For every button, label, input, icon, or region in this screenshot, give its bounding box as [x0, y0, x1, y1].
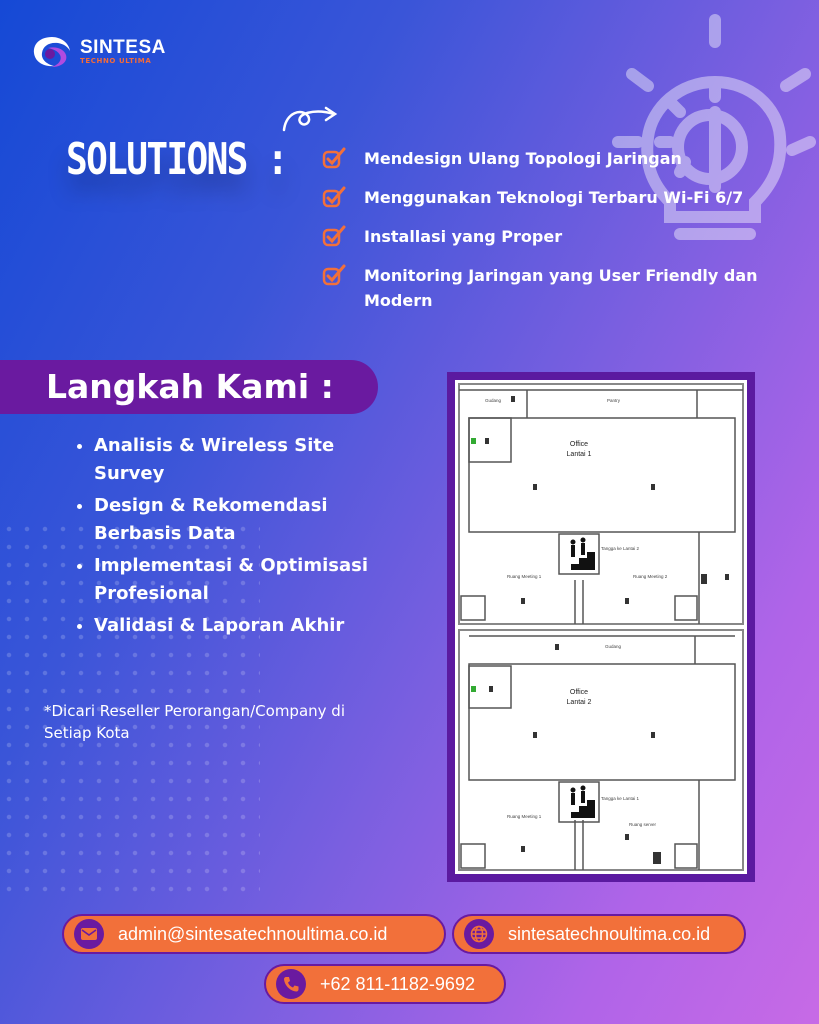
solution-text: Installasi yang Proper: [364, 227, 563, 246]
label-office-1: Office: [569, 441, 589, 448]
label-stairs-2: Tangga ke Lantai 1: [601, 796, 640, 801]
reseller-note: *Dicari Reseller Perorangan/Company di Setiap Kota: [44, 702, 345, 742]
solutions-list: [322, 146, 792, 327]
solution-text: Monitoring Jaringan yang User Friendly dan Modern: [364, 266, 758, 310]
globe-icon: [464, 919, 494, 949]
phone-pill[interactable]: [264, 964, 506, 1004]
brand-name: SINTESA: [80, 37, 166, 58]
langkah-item: • Validasi & Laporan Akhir: [94, 612, 394, 640]
email-text[interactable]: admin@sintesatechnoultima.co.id: [118, 923, 388, 944]
solution-item: [322, 185, 792, 210]
langkah-title: Langkah Kami :: [46, 367, 334, 406]
brand-logo: [30, 34, 166, 70]
label-meeting-1: Ruang Meeting 1: [507, 574, 542, 579]
logo-mark: [30, 34, 74, 70]
label-gudang-2: Gudang: [605, 644, 622, 649]
check-icon: [322, 264, 346, 286]
floorplan-frame: [447, 372, 755, 882]
floorplan-image: [455, 380, 747, 874]
website-pill[interactable]: [452, 914, 746, 954]
phone-icon: [276, 969, 306, 999]
label-stairs-1: Tangga ke Lantai 2: [601, 546, 640, 551]
check-icon: [322, 186, 346, 208]
website-text[interactable]: sintesatechnoultima.co.id: [508, 923, 711, 944]
label-office-2: Office: [569, 689, 589, 696]
phone-text[interactable]: +62 811-1182-9692: [320, 973, 475, 994]
check-icon: [322, 225, 346, 247]
brand-tagline: TECHNO ULTIMA: [80, 57, 152, 65]
label-server: Ruang server: [629, 822, 657, 827]
label-pantry: Pantry: [607, 398, 621, 403]
solution-item: [322, 224, 792, 249]
label-lantai-1: Lantai 1: [566, 451, 592, 458]
solution-text: Menggunakan Teknologi Terbaru Wi-Fi 6/7: [364, 188, 744, 207]
solution-item: [322, 263, 792, 313]
langkah-list: [74, 432, 394, 644]
logo-text: [80, 39, 166, 65]
check-icon: [322, 147, 346, 169]
langkah-item: • Implementasi & Optimisasi Profesional: [94, 552, 394, 608]
langkah-item: • Design & Rekomendasi Berbasis Data: [94, 492, 394, 548]
langkah-item: • Analisis & Wireless Site Survey: [94, 432, 394, 488]
label-meeting-f2: Ruang Meeting 1: [507, 814, 542, 819]
solution-text: Mendesign Ulang Topologi Jaringan: [364, 149, 682, 168]
label-gudang-1: Gudang: [485, 398, 502, 403]
solution-item: [322, 146, 792, 171]
label-lantai-2: Lantai 2: [566, 699, 592, 706]
mail-icon: [74, 919, 104, 949]
curly-arrow-icon: [280, 102, 340, 136]
solutions-title: SOLUTIONS :: [66, 134, 287, 185]
email-pill[interactable]: [62, 914, 446, 954]
label-meeting-2: Ruang Meeting 2: [633, 574, 668, 579]
